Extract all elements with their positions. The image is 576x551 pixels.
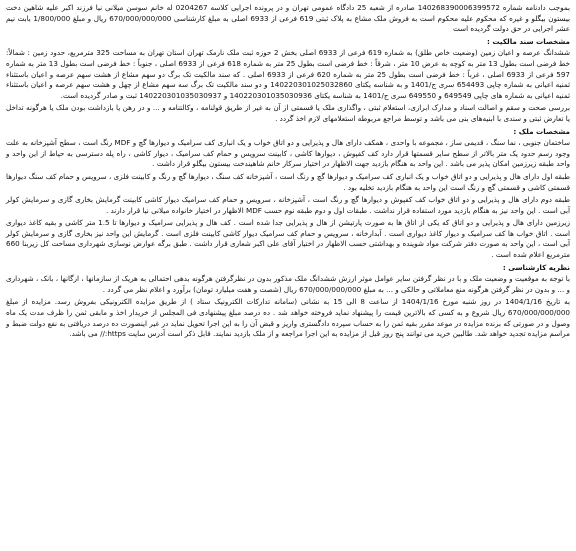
second-floor-desc: طبقه دوم دارای هال و پذیرایی و دو اتاق خواب کف کفپوش و دیوارها گچ و رنگ است ، آشپزخانه ، سرویس و حمام کف سرامیک دیوار کاشی کابینت گرمایش بخاری گازی و سرمایش کولر آبی است . این واحد نیز به هنگام بازدید مورد استفاده قرار نداشت . طبقات اول و دوم طبقه نوم حسب MDF الاظهار در اختیار خانواده میلانی نیا قرار دارند . bbox=[6, 195, 570, 215]
ownership-heading: مشخصات سند مالکیت : bbox=[486, 36, 570, 46]
basement-desc: زیرزمین دارای هال و پذیرایی و دو اتاق که یکی از اتاق ها به صورت پارتیشن از هال و پذیرایی جدا شده است . کف هال و پذیرایی سرامیک و دیوارها تا 1.5 متر کاشی و بقیه کاغذ دیواری است . اتاق خواب ها کف سرامیک و دیوار کاغذ دیواری است . آبدارخانه ، سرویس و حمام کف سرامیک دیوار کاشی کابینت فلزی است . گرمایش این واحد نیز بخاری گازی و سرمایش کولر آبی است ، این واحد به صورت دفتر شرکت مواد شوینده و بهداشتی حسب الاظهار در اختیار آقای علی اکبر شعاری قرار داشت . طبق برگه عوارض نوسازی شهرداری مساحت کل زیربنا 660 مترمربع اعلام شده است . bbox=[6, 218, 570, 260]
first-floor-desc: طبقه اول دارای هال و پذیرایی و دو اتاق خواب و یک انباری کف سرامیک و دیوارها گچ و رنگ است ، آشپزخانه کف سنگ ، دیوارها گچ و رنگ و کابینت فلزی ، سرویس و حمام کف سنگ دیوارها قسمتی کاشی و قسمتی گچ و رنگ است این واحد به هنگام بازدید تخلیه بود . bbox=[6, 171, 570, 192]
property-heading: مشخصات ملک : bbox=[513, 126, 570, 136]
ground-floor-desc: ساختمان جنوبی ، نما سنگ ، قدیمی ساز ، مجموعه با واحدی ، همکف دارای هال و پذیرایی و دو اتاق خواب و یک انباری کف سرامیک و دیوارها گچ و MDF رنگ است ، سطح آشپزخانه به علت وجود رسم حدود یک متر بالاتر از سطح سایر قسمتها قرار دارد کف کفپوش ، دیوارها کاشی ، کابینت سرویس و حمام کف سرامیک ، دیوار کاشی ، راه پله دسترسی به حیاط از این واحد و واحد طبقه زیرزمین امکان پذیر می باشد . این واحد به هنگام بازدید جهت الاظهار در اختیار سرکار خانم شاهیندخت بیستون بیگلو قرار داشت . bbox=[6, 138, 570, 169]
notice-intro: بموجب دادنامه شماره 140268390006399572 صادره از شعبه 25 دادگاه عمومی تهران و در پرونده اجرایی کلاسه 0204267 له خانم سوسن میلانی نیا فرزند اکبر علیه شاهین دخت بیستون بیگلو و غیره که محکوم علیه محکوم است به فروش ملک مشاع به پلاک ثبتی 619 فرعی از 6933 اصلی به مبلغ کارشناسی 670/000/000/000 ریال و مبلغ 1/800/000 بابت نیم عشر اجرایی در حق دولت گردیده است bbox=[6, 3, 570, 34]
ownership-specs: ششدانگ عرصه و اعیان زمین (وضعیت خاص طلق) به شماره 619 فرعی از 6933 اصلی بخش 2 حوزه ثبت ملک نارمک تهران استان تهران به مساحت 325 مترمربع، حدود زمین : شمالاً: خط فرضی است بطول 13 متر به کوچه به عرض 10 متر ، شرقاً : خط فرضی است بطول 25 متر به شماره 618 فرعی از 6933 اصلی ، جنوباً : خط فرضی است بطول 13 متر به شماره 597 فرعی از 6933 اصلی ، غرباً : خط فرضی است بطول 25 متر به شماره 620 فرعی از 6933 اصلی . که سند مالکیت تک برگ دو سهم مشاع از هشت سهم عرصه و اعیان باستثناء ثمنیه اعیانی به شماره چاپی 654493 سری ج/1401 و به شناسه یکتای 140220301025032860 و دو سند مالکیت تک برگ سه سهم مشاع از چهل و هشت سهم عرصه و اعیان باستثناء ثمنیه اعیانی به شماره های چاپی 649549 و 649550 سری ج/1401 به شناسه یکتای 140220301035030936 و 140220301035030937 ثبت و صادر گردیده است. bbox=[6, 48, 571, 100]
auction-terms: به تاریخ 1404/1/16 در روز شنبه مورخ 1404/1/16 از ساعت 8 الی 15 به نشانی (سامانه تدارکات الکترونیک ستاد ) از طریق مزایده الکترونیکی بفروش رسد. مزایده از مبلغ 670/000/000/000 ریال شروع و به کسی که بالاترین قیمت را پیشنهاد نماید فروخته خواهد شد . ده درصد مبلغ پیشنهادی فی المجلس از خریدار اخذ و مابقی ثمن را ظرف مدت یک ماه وصول و در صورتی که برنده مزایده در موعد مقرر بقیه ثمن را به حساب سپرده دادگستری واریز و قبض آن را به این اجرا تحویل نماید در غیر اینصورت ده درصد دریافتی به نفع دولت ضبط و مراسم مزایده تجدید خواهد شد. طالبین خرید می توانند پنج روز قبل از مزایده به این اجرا مراجعه و از ملک بازدید نمایند. قابل ذکر است آدرس سایت https:// می باشد. bbox=[6, 297, 570, 339]
expert-opinion: با توجه به موقعیت و وضعیت ملک و با در نظر گرفتن سایر عوامل موثر ارزش ششدانگ ملک مذکور بدون در نظرگرفتن هرگونه بدهی احتمالی به هریک از سازمانها ، ارگانها ، بانک ، شهرداری و ... و بدون در نظر گرفتن هرگونه منع معاملاتی و حالکی و ... به مبلغ 670/000/000/000 ریال (شصت و هفت میلیارد تومان) برآورد و اعلام نظر می گردد . bbox=[6, 274, 570, 294]
expert-opinion-heading: نظریه کارشناسی : bbox=[502, 262, 570, 272]
verification-note: بررسی صحت و سقم و اصالت اسناد و مدارک ابرازی، استعلام ثبتی ، واگذاری ملک یا قسمتی از آن به غیر از طریق قولنامه ، وکالتنامه و ... و در رهن یا بازداشت بودن ملک یا هرگونه تداخل یا تعارض ثبتی و سندی با ابنیه‌های بنی می باشد و توسط مراجع مربوطه استعلامهای لازم اخذ گردد . bbox=[6, 103, 570, 123]
